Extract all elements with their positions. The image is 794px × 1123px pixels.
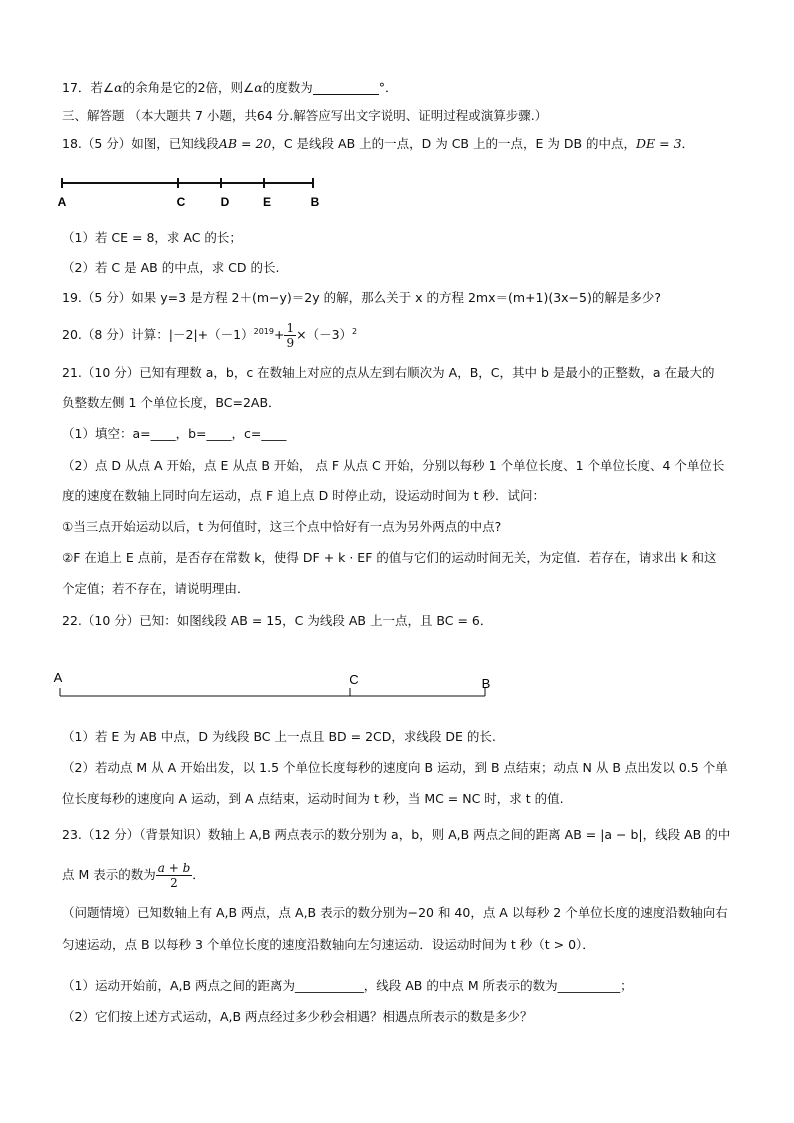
q23-line-2: [62, 858, 762, 892]
q18-part2: （2）若 C 是 AB 的中点，求 CD 的长.: [62, 260, 280, 275]
label-a: A: [57, 195, 67, 209]
q21-line-8: 个定值；若不存在，请说明理由．: [62, 581, 250, 596]
label-c: C: [349, 672, 359, 687]
q20-text-post: ×（－3）: [296, 327, 353, 343]
q21-line-3: （1）填空：a=____，b=____，c=____: [62, 426, 287, 441]
alpha-symbol: α: [114, 80, 123, 95]
question-22: 22.（10 分）已知：如图线段 AB = 15，C 为线段 AB 上一点，且 BC = 6．: [62, 613, 493, 628]
q18-text: 18.（5 分）如图，已知线段: [62, 136, 219, 151]
q21-line-6: ①当三点开始运动以后，t 为何值时，这三个点中恰好有一点为另外两点的中点?: [62, 519, 502, 534]
q18-part1: （1）若 CE = 8，求 AC 的长；: [62, 230, 242, 245]
q23-text: 点 M 表示的数为: [62, 867, 156, 882]
q17-text: 若∠: [90, 80, 115, 95]
q20-text: 20.（8 分）计算：|－2|+（－1）: [62, 327, 254, 343]
fraction-denominator: 2: [170, 876, 178, 890]
q18-text-mid: ，C 是线段 AB 上的一点，D 为 CB 上的一点，E 为 DB 的中点，: [271, 136, 637, 151]
q20-exponent: 2019: [253, 327, 274, 336]
label-e: E: [262, 195, 272, 209]
q23-line-1: 23.（12 分）（背景知识）数轴上 A,B 两点表示的数分别为 a，b，则 A,B 两点之间的距离 AB = |a − b|，线段 AB 的中: [62, 827, 731, 842]
label-b: B: [481, 676, 491, 691]
q18-end: ．: [681, 136, 695, 151]
q21-line-5: 度的速度在数轴上同时向左运动，点 F 追上点 D 时停止动，设运动时间为 t 秒．试问：: [62, 488, 546, 503]
q23-text-end: ．: [192, 867, 205, 882]
q22-part2-line2: 位长度每秒的速度向 A 运动，到 A 点结束，运动时间为 t 秒，当 MC = NC 时，求 t 的值.: [62, 791, 564, 806]
q20-exponent-2: 2: [352, 327, 358, 336]
q21-line-7: ②F 在追上 E 点前，是否存在常数 k，使得 DF + k · EF 的值与它们的运动时间无关，为定值．若存在，请求出 k 和这: [62, 550, 717, 565]
question-19: 19.（5 分）如果 y=3 是方程 2＋(m−y)＝2y 的解，那么关于 x 的方程 2mx＝(m+1)(3x−5)的解是多少?: [62, 290, 661, 305]
question-number: 17．: [62, 80, 91, 95]
q17-text-mid: 的余角是它的2倍，则∠: [122, 80, 255, 95]
label-a: A: [53, 670, 63, 685]
alpha-symbol: α: [254, 80, 263, 95]
label-c: C: [176, 195, 186, 209]
question-20: [62, 318, 762, 350]
fraction-numerator: 1: [286, 321, 295, 336]
fraction-numerator: a + b: [157, 861, 191, 875]
q20-fraction: [284, 321, 296, 350]
label-b: B: [310, 195, 320, 209]
fraction-denominator: 9: [286, 336, 295, 351]
q23-line-5: （1）运动开始前，A,B 两点之间的距离为___________，线段 AB 的中点 M 所表示的数为__________；: [62, 978, 633, 993]
q22-part1: （1）若 E 为 AB 中点，D 为线段 BC 上一点且 BD = 2CD，求线段 DE 的长.: [62, 729, 496, 744]
q17-text-post: 的度数为: [262, 80, 313, 95]
q18-segment-diagram: [55, 170, 335, 210]
q23-line-4: 匀速运动，点 B 以每秒 3 个单位长度的速度沿数轴向左匀速运动．设运动时间为 t 秒（t > 0）．: [62, 937, 595, 952]
q21-line-2: 负整数左侧 1 个单位长度，BC=2AB．: [62, 395, 281, 410]
q18-ab: AB = 20: [218, 136, 272, 151]
question-18: [62, 135, 762, 153]
q22-part2-line1: （2）若动点 M 从 A 开始出发，以 1.5 个单位长度每秒的速度向 B 运动，到 B 点结束；动点 N 从 B 点出发以 0.5 个单: [62, 760, 728, 775]
midpoint-fraction: [156, 861, 193, 890]
question-17: [62, 79, 762, 97]
q21-line-1: 21.（10 分）已知有理数 a，b，c 在数轴上对应的点从左到右顺次为 A，B，C，其中 b 是最小的正整数，a 在最大的: [62, 365, 715, 380]
q17-text-end: °．: [378, 80, 398, 95]
q18-de: DE = 3: [636, 136, 682, 151]
label-d: D: [220, 195, 230, 209]
q23-line-3: （问题情境）已知数轴上有 A,B 两点，点 A,B 表示的数分别为−20 和 40，点 A 以每秒 2 个单位长度的速度沿数轴向右: [62, 905, 728, 920]
q23-line-6: （2）它们按上述方式运动，A,B 两点经过多少秒会相遇？相遇点所表示的数是多少？: [62, 1009, 533, 1024]
answer-blank: [313, 81, 379, 95]
q20-plus: +: [273, 327, 285, 343]
q22-segment-diagram: [45, 666, 505, 706]
section-heading: 三、解答题 （本大题共 7 小题，共64 分.解答应写出文字说明、证明过程或演算步骤.）: [62, 108, 548, 123]
q21-line-4: （2）点 D 从点 A 开始，点 E 从点 B 开始， 点 F 从点 C 开始，分别以每秒 1 个单位长度、1 个单位长度、4 个单位长: [62, 458, 725, 473]
